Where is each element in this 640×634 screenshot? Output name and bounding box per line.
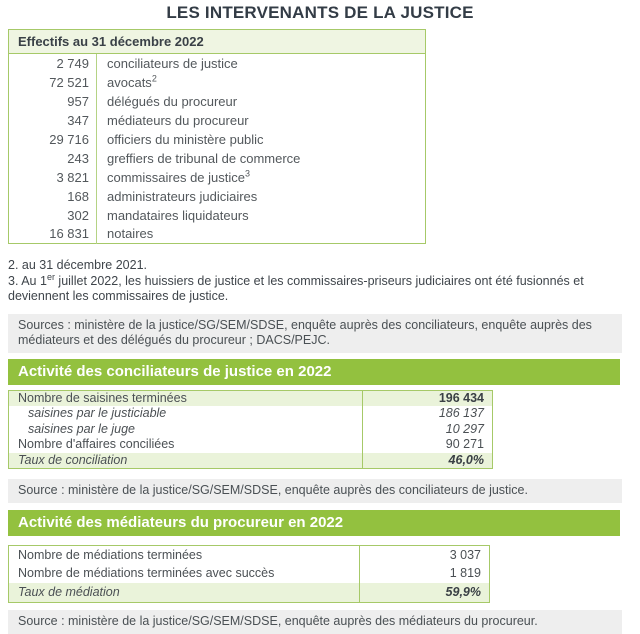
row-value: 72 521 [9,73,97,92]
row-value: 46,0% [363,453,493,469]
row-value: 168 [9,187,97,206]
table-row [9,565,490,584]
table-row [9,73,426,92]
footnote-3-sup: er [46,271,55,282]
table-row [9,111,426,130]
mediateurs-table [8,545,490,603]
effectifs-header: Effectifs au 31 décembre 2022 [9,30,426,54]
row-value: 90 271 [363,437,493,453]
row-label: Nombre de médiations terminées avec succès [18,566,275,580]
sources-box-top: Sources : ministère de la justice/SG/SEM/SDSE, enquête auprès des conciliateurs, enquête auprès des médiateurs et des délégués du procureur ; DACS/PEJC. [8,314,622,353]
table-row [9,130,426,149]
table-row [9,437,493,453]
row-value: 243 [9,149,97,168]
row-label-text: avocats [107,74,152,90]
row-label [97,168,426,187]
table-row [9,453,493,469]
footnote-2: 2. au 31 décembre 2021. [8,258,147,272]
section-header-mediateurs: Activité des médiateurs du procureur en 2022 [8,510,620,536]
row-label-sup: 2 [151,73,157,84]
page-title: LES INTERVENANTS DE LA JUSTICE [166,3,474,22]
row-label [97,111,426,130]
row-value: 196 434 [363,390,493,406]
footnote-3-text: juillet 2022, les huissiers de justice et les commissaires-priseurs judiciaires ont été fusionnés et deviennent les commissaires de justice. [8,273,584,303]
source-box-conciliateurs: Source : ministère de la justice/SG/SEM/SDSE, enquête auprès des conciliateurs de justice. [8,479,622,503]
row-label: Nombre de médiations terminées [18,547,203,562]
table-row [9,406,493,422]
table-row [9,225,426,244]
table-row [9,206,426,225]
row-label [97,92,426,111]
table-row [9,546,490,565]
row-label: saisines par le justiciable [28,406,167,420]
row-label-text: délégués du procureur [107,93,238,109]
footnote-3 [8,271,612,305]
row-value: 16 831 [9,225,97,244]
row-label-text: greffiers de tribunal de commerce [107,150,301,166]
row-value: 302 [9,206,97,225]
table-row [9,390,493,406]
row-label: Taux de conciliation [18,452,128,467]
row-label [97,73,426,92]
effectifs-table [8,29,426,244]
table-row [9,149,426,168]
row-label-text: mandataires liquidateurs [107,207,249,223]
row-label [97,149,426,168]
row-value: 186 137 [363,406,493,422]
row-label: Taux de médiation [18,584,120,599]
row-value: 29 716 [9,130,97,149]
row-value: 2 749 [9,54,97,73]
row-value: 3 821 [9,168,97,187]
row-label [97,225,426,244]
table-row [9,422,493,438]
footnote-3-text: 3. Au 1 [8,273,47,288]
row-label-text: médiateurs du procureur [107,112,249,128]
row-label-text: conciliateurs de justice [107,55,238,71]
row-value: 1 819 [360,565,490,584]
table-row [9,54,426,73]
row-value: 347 [9,111,97,130]
row-label-sup: 3 [245,168,251,179]
source-box-mediateurs: Source : ministère de la justice/SG/SEM/SDSE, enquête auprès des médiateurs du procureur. [8,610,622,634]
section-header-conciliateurs: Activité des conciliateurs de justice en 2022 [8,359,620,385]
row-label: Nombre d'affaires conciliées [18,437,175,451]
row-label [97,54,426,73]
row-label [97,206,426,225]
row-label: Nombre de saisines terminées [18,390,187,405]
row-value: 3 037 [360,546,490,565]
row-label [97,187,426,206]
conciliateurs-table [8,390,493,470]
row-value: 957 [9,92,97,111]
table-row [9,168,426,187]
row-label-text: officiers du ministère public [107,131,264,147]
row-label [97,130,426,149]
row-value: 59,9% [360,583,490,602]
row-label-text: administrateurs judiciaires [107,188,258,204]
table-row [9,92,426,111]
effectifs-header-row [9,30,426,54]
table-row [9,187,426,206]
row-label: saisines par le juge [28,421,136,436]
row-label-text: commissaires de justice [107,169,245,185]
row-value: 10 297 [363,422,493,438]
footnotes [8,258,612,305]
table-row [9,583,490,602]
row-label-text: notaires [107,226,154,242]
